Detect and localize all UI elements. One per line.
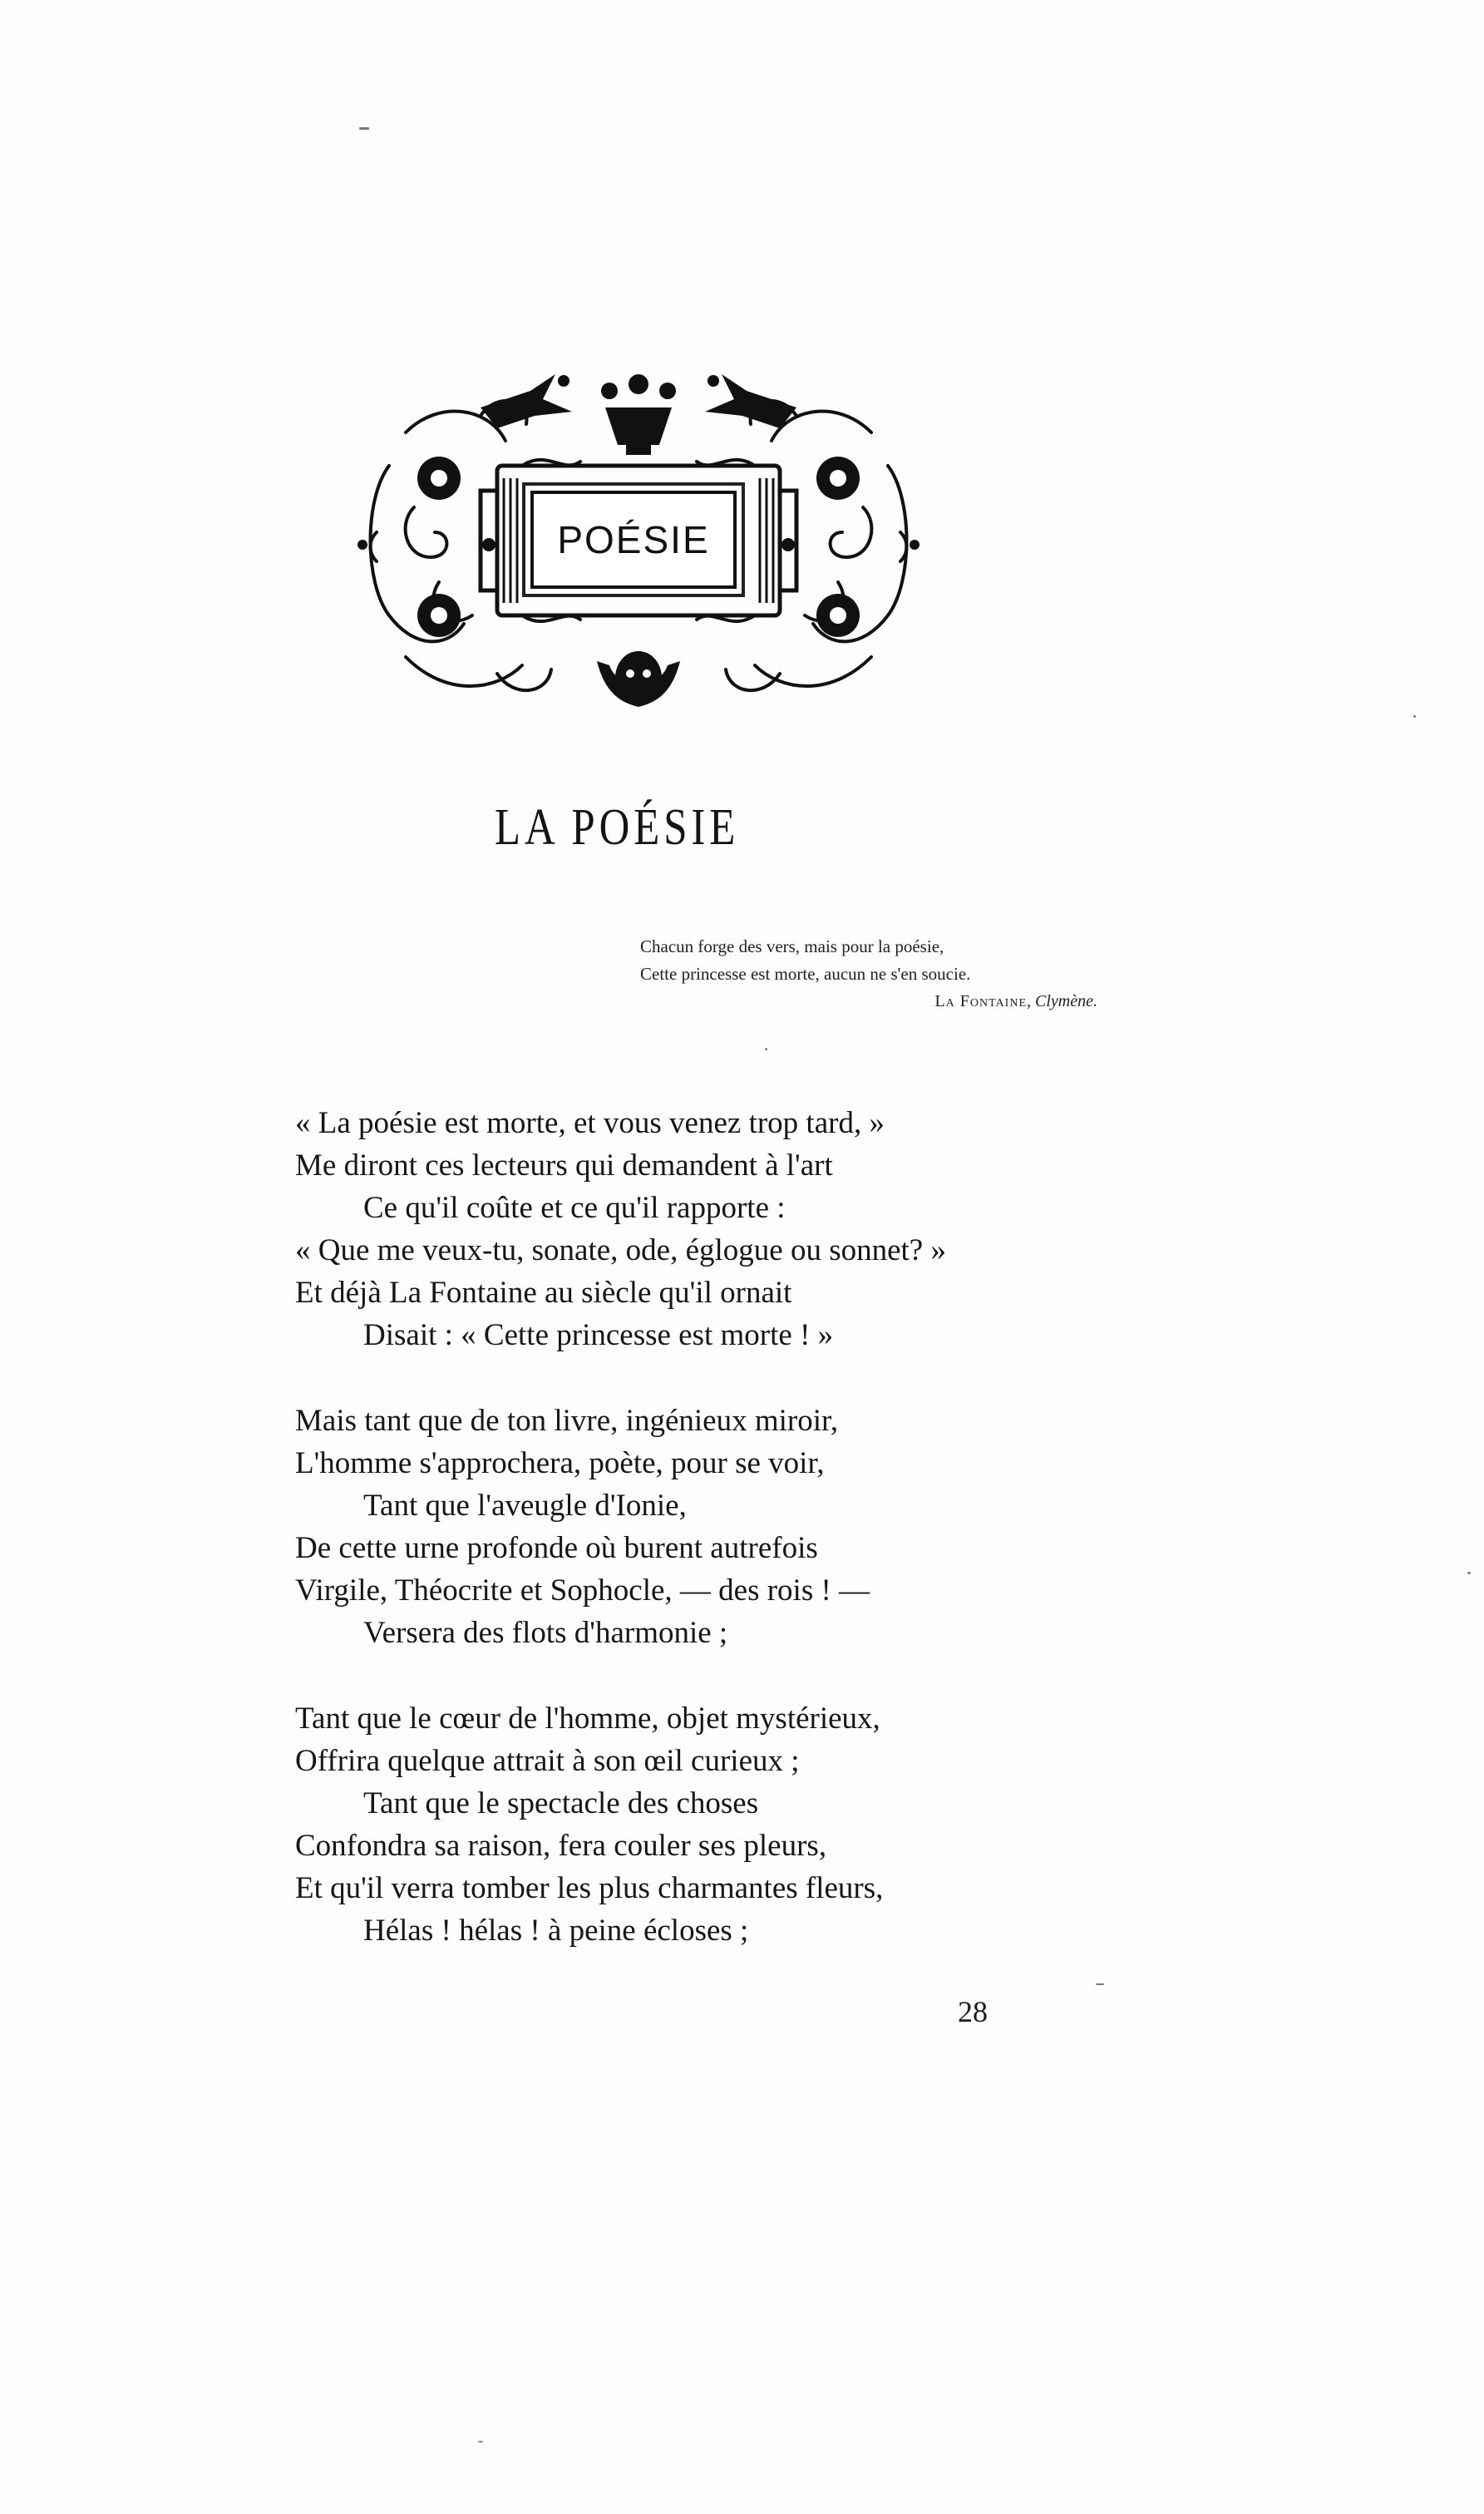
stanza (295, 1400, 1127, 1654)
poem-body (295, 1102, 1127, 1995)
verse-line: Me diront ces lecteurs qui demandent à l'art (295, 1148, 833, 1183)
verse-line: Offrira quelque attrait à son œil curieux ; (295, 1744, 800, 1778)
epigraph-attribution: La Fontaine, Clymène. (934, 992, 1097, 1010)
epigraph-work: Clymène. (1035, 992, 1097, 1010)
verse-line: Hélas ! hélas ! à peine écloses ; (363, 1914, 749, 1948)
verse-line: Virgile, Théocrite et Sophocle, — des rois ! — (295, 1573, 870, 1608)
verse-line: Versera des flots d'harmonie ; (363, 1616, 728, 1650)
headpiece-label: POÉSIE (557, 518, 710, 561)
scan-speck (359, 127, 369, 130)
headpiece-cartouche (530, 491, 737, 589)
verse-line: De cette urne profonde où burent autrefois (295, 1531, 818, 1565)
epigraph (640, 933, 1106, 1015)
page-title: LA POÉSIE (495, 799, 740, 856)
verse-line: Tant que l'aveugle d'Ionie, (363, 1489, 687, 1523)
verse-line: Tant que le cœur de l'homme, objet mystérieux, (295, 1702, 880, 1736)
verse-line: Mais tant que de ton livre, ingénieux miroir, (295, 1404, 839, 1438)
ornamental-headpiece (356, 366, 921, 715)
verse-line: « La poésie est morte, et vous venez trop tard, » (295, 1106, 885, 1140)
scan-speck (478, 2441, 483, 2442)
verse-line: Et déjà La Fontaine au siècle qu'il ornait (295, 1276, 792, 1310)
scan-speck (1413, 715, 1416, 718)
verse-line: L'homme s'approchera, poète, pour se voir, (295, 1446, 825, 1480)
verse-line: « Que me veux-tu, sonate, ode, églogue ou sonnet? » (295, 1233, 946, 1267)
epigraph-line: Cette princesse est morte, aucun ne s'en soucie. (640, 964, 971, 984)
page-number: 28 (958, 1995, 988, 2028)
verse-line: Disait : « Cette princesse est morte ! » (363, 1318, 834, 1352)
stanza (295, 1102, 1127, 1356)
verse-line: Et qu'il verra tomber les plus charmantes fleurs, (295, 1871, 884, 1905)
verse-line: Confondra sa raison, fera couler ses pleurs, (295, 1829, 827, 1863)
verse-line: Tant que le spectacle des choses (363, 1786, 759, 1820)
scan-speck (1467, 1572, 1471, 1574)
epigraph-line: Chacun forge des vers, mais pour la poésie, (640, 936, 944, 956)
verse-line: Ce qu'il coûte et ce qu'il rapporte : (363, 1191, 786, 1225)
stanza (295, 1697, 1127, 1952)
scan-speck (765, 1048, 767, 1050)
epigraph-author: La Fontaine (934, 992, 1028, 1010)
